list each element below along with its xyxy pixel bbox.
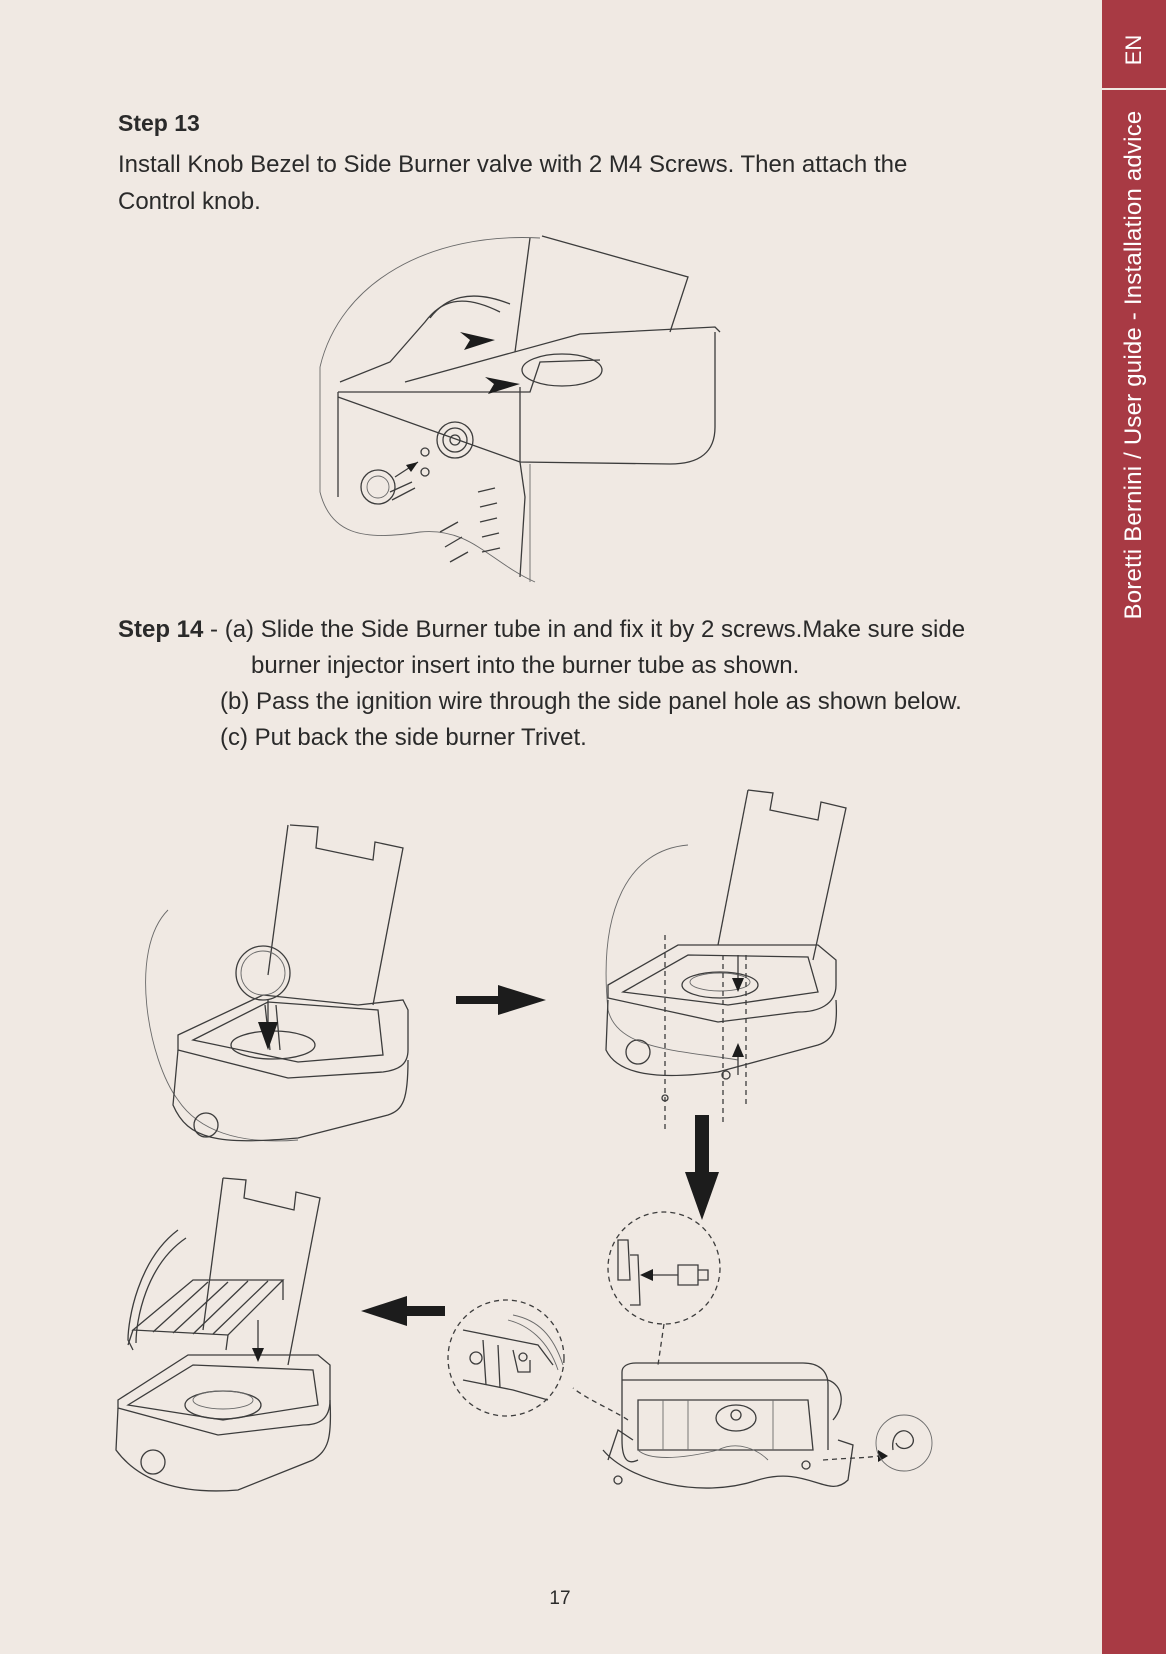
arrow-left [361,1296,445,1326]
step-14-line-a: (a) Slide the Side Burner tube in and fix it by 2 screws.Make sure side [224,616,966,643]
detail-ignition-wire [448,1300,564,1416]
step-13-title: Step 13 [118,110,200,136]
step-14-line-a2: burner injector insert into the burner tube as shown. [251,652,800,679]
panel-trivet [116,1178,330,1491]
step-14-text [118,612,965,756]
language-label: EN [1121,34,1146,66]
step-14-illustration [118,760,988,1510]
page-number: 17 [549,1588,571,1609]
arrow-right [456,985,546,1015]
step-13-illustration [320,232,760,594]
panel-insert-burner [146,825,408,1141]
guide-title: Boretti Bernini / User guide - Installation advice [1120,110,1147,620]
sidebar [1102,0,1166,1654]
panel-fix-screws [606,790,846,1130]
panel-underside [573,1363,888,1488]
step-14-separator: - [203,616,225,643]
arrow-down [685,1115,719,1220]
step-13-text: Install Knob Bezel to Side Burner valve with 2 M4 Screws. Then attach the Control knob. [118,151,908,215]
detail-small-right [876,1415,932,1471]
step-14-title: Step 14 [118,616,204,643]
step-14-line-c: (c) Put back the side burner Trivet. [220,724,587,751]
detail-wire-top [608,1212,720,1365]
step-14-line-b: (b) Pass the ignition wire through the side panel hole as shown below. [220,688,962,715]
language-tab [1102,0,1166,90]
